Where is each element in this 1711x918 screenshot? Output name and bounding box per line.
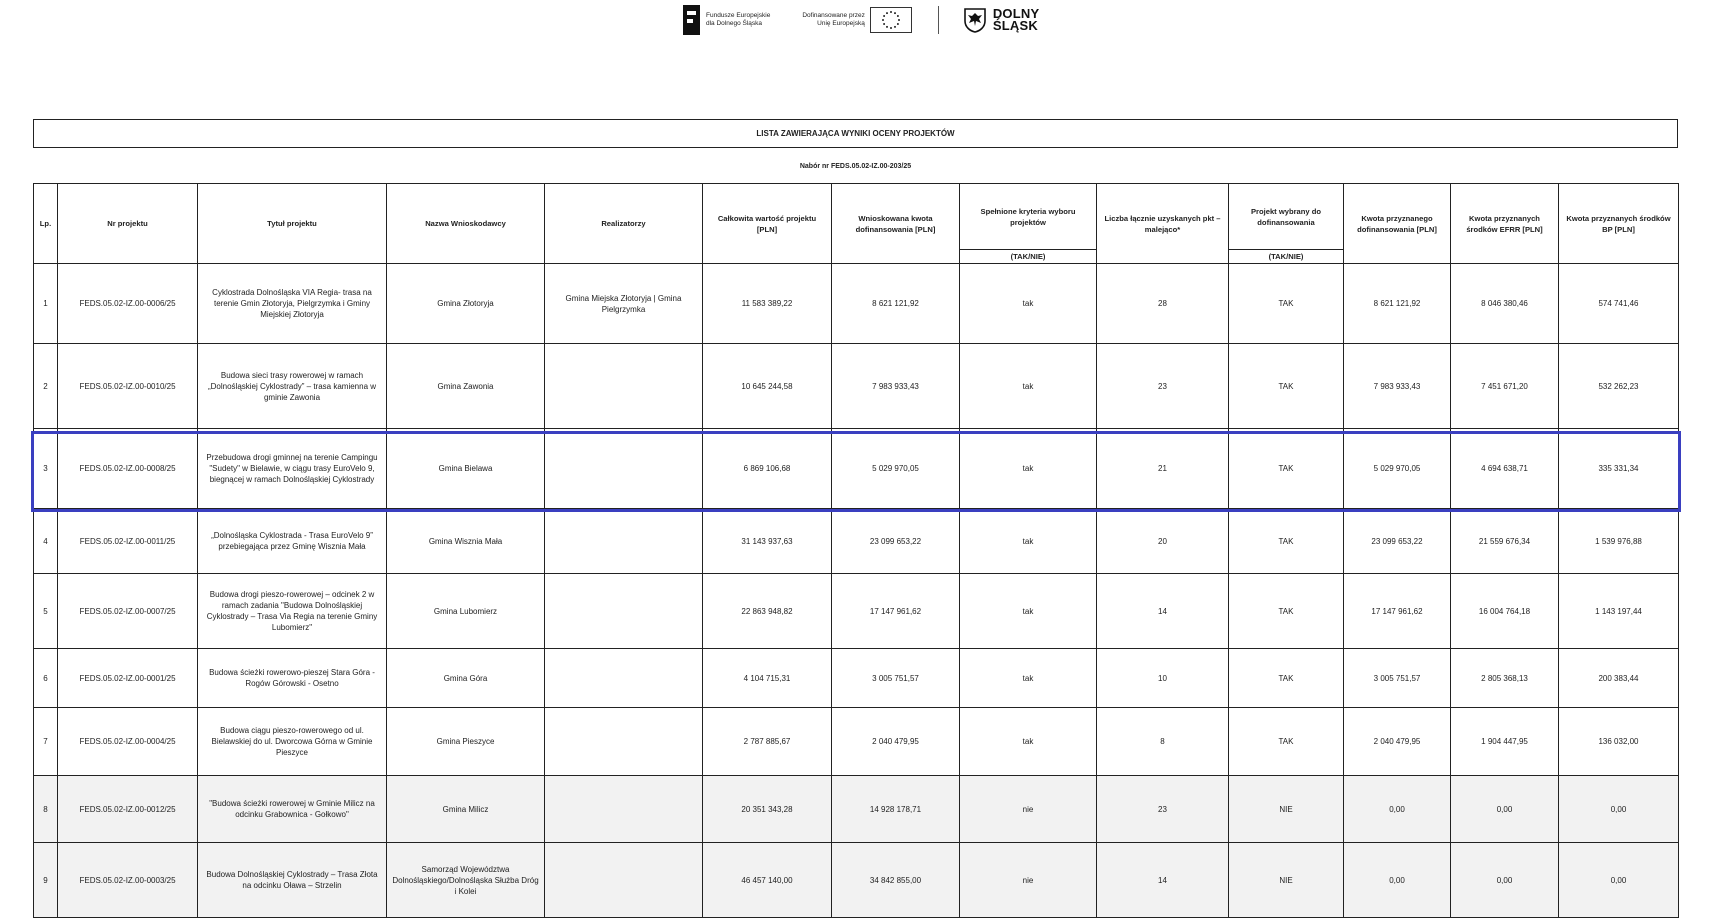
- cell-efrr: 21 559 676,34: [1451, 509, 1559, 574]
- cell-wnioskodawca: Gmina Milicz: [387, 776, 545, 843]
- col-header-nr: Nr projektu: [58, 184, 198, 264]
- cell-pkt: 23: [1097, 776, 1229, 843]
- col-subheader-kryteria: (TAK/NIE): [960, 250, 1097, 264]
- fundusze-europejskie-logo: [683, 5, 770, 35]
- cell-lp: 5: [34, 574, 58, 649]
- cell-wnioskodawca: Gmina Góra: [387, 649, 545, 708]
- cell-wnioskodawca: Gmina Pieszyce: [387, 708, 545, 776]
- cell-lp: 8: [34, 776, 58, 843]
- cell-wnioskodawca: Gmina Zawonia: [387, 344, 545, 429]
- cell-nr: FEDS.05.02-IZ.00-0011/25: [58, 509, 198, 574]
- col-header-bp: Kwota przyznanych środków BP [PLN]: [1559, 184, 1679, 264]
- cell-tytul: Cyklostrada Dolnośląska VIA Regia- trasa na terenie Gmin Złotoryja, Pielgrzymka i Gminy Miejskiej Złotoryja: [198, 264, 387, 344]
- cell-lp: 1: [34, 264, 58, 344]
- cell-bp: 1 143 197,44: [1559, 574, 1679, 649]
- cell-przyznana: 0,00: [1344, 843, 1451, 918]
- cell-calkowita: 46 457 140,00: [703, 843, 832, 918]
- cell-bp: 0,00: [1559, 776, 1679, 843]
- col-subheader-wybrany: (TAK/NIE): [1229, 250, 1344, 264]
- cell-wnioskowana: 8 621 121,92: [832, 264, 960, 344]
- cell-przyznana: 23 099 653,22: [1344, 509, 1451, 574]
- cell-kryteria: tak: [960, 344, 1097, 429]
- col-header-calkowita: Całkowita wartość projektu [PLN]: [703, 184, 832, 264]
- cell-wybrany: TAK: [1229, 344, 1344, 429]
- col-header-realizatorzy: Realizatorzy: [545, 184, 703, 264]
- col-header-lp: Lp.: [34, 184, 58, 264]
- table-row: [34, 843, 1679, 918]
- cell-efrr: 0,00: [1451, 843, 1559, 918]
- table-row-highlighted: [34, 429, 1679, 509]
- cell-pkt: 28: [1097, 264, 1229, 344]
- ds-line1: DOLNY: [992, 6, 1040, 21]
- cell-wybrany: NIE: [1229, 776, 1344, 843]
- cell-lp: 4: [34, 509, 58, 574]
- cell-wybrany: TAK: [1229, 509, 1344, 574]
- cell-realizatorzy: Gmina Miejska Złotoryja | Gmina Pielgrzymka: [545, 264, 703, 344]
- cell-kryteria: nie: [960, 776, 1097, 843]
- cell-wnioskowana: 5 029 970,05: [832, 429, 960, 509]
- cell-przyznana: 2 040 479,95: [1344, 708, 1451, 776]
- cell-wnioskowana: 23 099 653,22: [832, 509, 960, 574]
- cell-realizatorzy: [545, 708, 703, 776]
- col-header-wnioskowana: Wnioskowana kwota dofinansowania [PLN]: [832, 184, 960, 264]
- cell-pkt: 10: [1097, 649, 1229, 708]
- logo-bar: [683, 3, 1083, 37]
- cell-wnioskowana: 34 842 855,00: [832, 843, 960, 918]
- col-header-pkt: Liczba łącznie uzyskanych pkt – malejąco*: [1097, 184, 1229, 264]
- cell-kryteria: tak: [960, 649, 1097, 708]
- col-header-efrr: Kwota przyznanych środków EFRR [PLN]: [1451, 184, 1559, 264]
- cell-lp: 2: [34, 344, 58, 429]
- cell-bp: 532 262,23: [1559, 344, 1679, 429]
- cell-wybrany: TAK: [1229, 264, 1344, 344]
- fe-mark-icon: [683, 5, 700, 35]
- cell-przyznana: 0,00: [1344, 776, 1451, 843]
- cell-wybrany: TAK: [1229, 708, 1344, 776]
- cell-wnioskodawca: Samorząd Województwa Dolnośląskiego/Dolnośląska Służba Dróg i Kolei: [387, 843, 545, 918]
- logo-separator: [938, 6, 939, 34]
- cell-calkowita: 22 863 948,82: [703, 574, 832, 649]
- cell-efrr: 4 694 638,71: [1451, 429, 1559, 509]
- table-row: [34, 509, 1679, 574]
- cell-calkowita: 4 104 715,31: [703, 649, 832, 708]
- eu-line1: Dofinansowane przez: [802, 12, 865, 19]
- cell-efrr: 2 805 368,13: [1451, 649, 1559, 708]
- table-row: [34, 776, 1679, 843]
- cell-wnioskodawca: Gmina Bielawa: [387, 429, 545, 509]
- cell-efrr: 8 046 380,46: [1451, 264, 1559, 344]
- col-header-wybrany: Projekt wybrany do dofinansowania: [1229, 184, 1344, 250]
- cell-kryteria: tak: [960, 264, 1097, 344]
- cell-pkt: 21: [1097, 429, 1229, 509]
- results-table: [33, 183, 1679, 918]
- cell-wnioskowana: 7 983 933,43: [832, 344, 960, 429]
- cell-pkt: 8: [1097, 708, 1229, 776]
- cell-efrr: 16 004 764,18: [1451, 574, 1559, 649]
- cell-realizatorzy: [545, 429, 703, 509]
- cell-tytul: Budowa drogi pieszo-rowerowej – odcinek 2 w ramach zadania "Budowa Dolnośląskiej Cyklostrady – Trasa Via Regia na terenie Gminy Lubomierz": [198, 574, 387, 649]
- document-title: LISTA ZAWIERAJĄCA WYNIKI OCENY PROJEKTÓW: [33, 119, 1678, 148]
- cell-kryteria: tak: [960, 509, 1097, 574]
- cell-wybrany: NIE: [1229, 843, 1344, 918]
- cell-pkt: 23: [1097, 344, 1229, 429]
- eu-logo: [802, 7, 912, 33]
- cell-przyznana: 8 621 121,92: [1344, 264, 1451, 344]
- cell-bp: 0,00: [1559, 843, 1679, 918]
- cell-realizatorzy: [545, 509, 703, 574]
- cell-wybrany: TAK: [1229, 649, 1344, 708]
- cell-kryteria: tak: [960, 708, 1097, 776]
- cell-wnioskowana: 3 005 751,57: [832, 649, 960, 708]
- cell-bp: 200 383,44: [1559, 649, 1679, 708]
- cell-wnioskodawca: Gmina Lubomierz: [387, 574, 545, 649]
- cell-wybrany: TAK: [1229, 574, 1344, 649]
- cell-nr: FEDS.05.02-IZ.00-0008/25: [58, 429, 198, 509]
- cell-wnioskowana: 2 040 479,95: [832, 708, 960, 776]
- cell-wnioskowana: 14 928 178,71: [832, 776, 960, 843]
- cell-nr: FEDS.05.02-IZ.00-0007/25: [58, 574, 198, 649]
- cell-efrr: 7 451 671,20: [1451, 344, 1559, 429]
- cell-pkt: 14: [1097, 843, 1229, 918]
- cell-efrr: 0,00: [1451, 776, 1559, 843]
- eu-flag-icon: [870, 7, 912, 33]
- cell-tytul: Budowa ścieżki rowerowo-pieszej Stara Góra - Rogów Górowski - Osetno: [198, 649, 387, 708]
- cell-nr: FEDS.05.02-IZ.00-0012/25: [58, 776, 198, 843]
- cell-calkowita: 6 869 106,68: [703, 429, 832, 509]
- cell-realizatorzy: [545, 344, 703, 429]
- cell-realizatorzy: [545, 843, 703, 918]
- col-header-kryteria: Spełnione kryteria wyboru projektów: [960, 184, 1097, 250]
- table-row: [34, 649, 1679, 708]
- cell-nr: FEDS.05.02-IZ.00-0006/25: [58, 264, 198, 344]
- cell-calkowita: 31 143 937,63: [703, 509, 832, 574]
- cell-calkowita: 20 351 343,28: [703, 776, 832, 843]
- cell-bp: 1 539 976,88: [1559, 509, 1679, 574]
- cell-bp: 574 741,46: [1559, 264, 1679, 344]
- eagle-crest-icon: [963, 7, 987, 33]
- col-header-przyznana: Kwota przyznanego dofinansowania [PLN]: [1344, 184, 1451, 264]
- cell-przyznana: 5 029 970,05: [1344, 429, 1451, 509]
- cell-nr: FEDS.05.02-IZ.00-0003/25: [58, 843, 198, 918]
- table-row: [34, 344, 1679, 429]
- cell-bp: 136 032,00: [1559, 708, 1679, 776]
- cell-efrr: 1 904 447,95: [1451, 708, 1559, 776]
- cell-kryteria: tak: [960, 429, 1097, 509]
- cell-calkowita: 10 645 244,58: [703, 344, 832, 429]
- cell-kryteria: nie: [960, 843, 1097, 918]
- eu-line2: Unię Europejską: [817, 20, 865, 27]
- cell-tytul: Budowa ciągu pieszo-rowerowego od ul. Bielawskiej do ul. Dworcowa Górna w Gminie Pieszyce: [198, 708, 387, 776]
- nabor-number: Nabór nr FEDS.05.02-IZ.00-203/25: [799, 163, 912, 170]
- ds-line2: ŚLĄSK: [992, 18, 1038, 33]
- cell-nr: FEDS.05.02-IZ.00-0010/25: [58, 344, 198, 429]
- fe-logo-line2: dla Dolnego Śląska: [706, 20, 763, 27]
- cell-calkowita: 2 787 885,67: [703, 708, 832, 776]
- cell-przyznana: 17 147 961,62: [1344, 574, 1451, 649]
- cell-tytul: Przebudowa drogi gminnej na terenie Campingu "Sudety" w Bielawie, w ciągu trasy EuroVelo 9, biegnącej w ramach Dolnośląskiej Cyklostrady: [198, 429, 387, 509]
- cell-realizatorzy: [545, 649, 703, 708]
- cell-lp: 3: [34, 429, 58, 509]
- cell-kryteria: tak: [960, 574, 1097, 649]
- fe-logo-line1: Fundusze Europejskie: [706, 12, 771, 19]
- cell-realizatorzy: [545, 776, 703, 843]
- cell-calkowita: 11 583 389,22: [703, 264, 832, 344]
- table-row: [34, 574, 1679, 649]
- cell-pkt: 14: [1097, 574, 1229, 649]
- table-row: [34, 264, 1679, 344]
- cell-tytul: „Dolnośląska Cyklostrada - Trasa EuroVelo 9” przebiegająca przez Gminę Wisznia Mała: [198, 509, 387, 574]
- cell-lp: 9: [34, 843, 58, 918]
- cell-tytul: Budowa Dolnośląskiej Cyklostrady – Trasa Złota na odcinku Oława – Strzelin: [198, 843, 387, 918]
- cell-przyznana: 7 983 933,43: [1344, 344, 1451, 429]
- cell-pkt: 20: [1097, 509, 1229, 574]
- cell-wnioskodawca: Gmina Złotoryja: [387, 264, 545, 344]
- cell-realizatorzy: [545, 574, 703, 649]
- cell-przyznana: 3 005 751,57: [1344, 649, 1451, 708]
- col-header-wnioskodawca: Nazwa Wnioskodawcy: [387, 184, 545, 264]
- cell-tytul: "Budowa ścieżki rowerowej w Gminie Milicz na odcinku Grabownica - Gołkowo": [198, 776, 387, 843]
- cell-lp: 6: [34, 649, 58, 708]
- cell-nr: FEDS.05.02-IZ.00-0001/25: [58, 649, 198, 708]
- cell-nr: FEDS.05.02-IZ.00-0004/25: [58, 708, 198, 776]
- cell-tytul: Budowa sieci trasy rowerowej w ramach „Dolnośląskiej Cyklostrady” – trasa kamienna w gminie Zawonia: [198, 344, 387, 429]
- cell-wybrany: TAK: [1229, 429, 1344, 509]
- table-row: [34, 708, 1679, 776]
- col-header-tytul: Tytuł projektu: [198, 184, 387, 264]
- cell-wnioskowana: 17 147 961,62: [832, 574, 960, 649]
- cell-lp: 7: [34, 708, 58, 776]
- dolny-slask-logo: [963, 7, 1040, 33]
- cell-bp: 335 331,34: [1559, 429, 1679, 509]
- cell-wnioskodawca: Gmina Wisznia Mała: [387, 509, 545, 574]
